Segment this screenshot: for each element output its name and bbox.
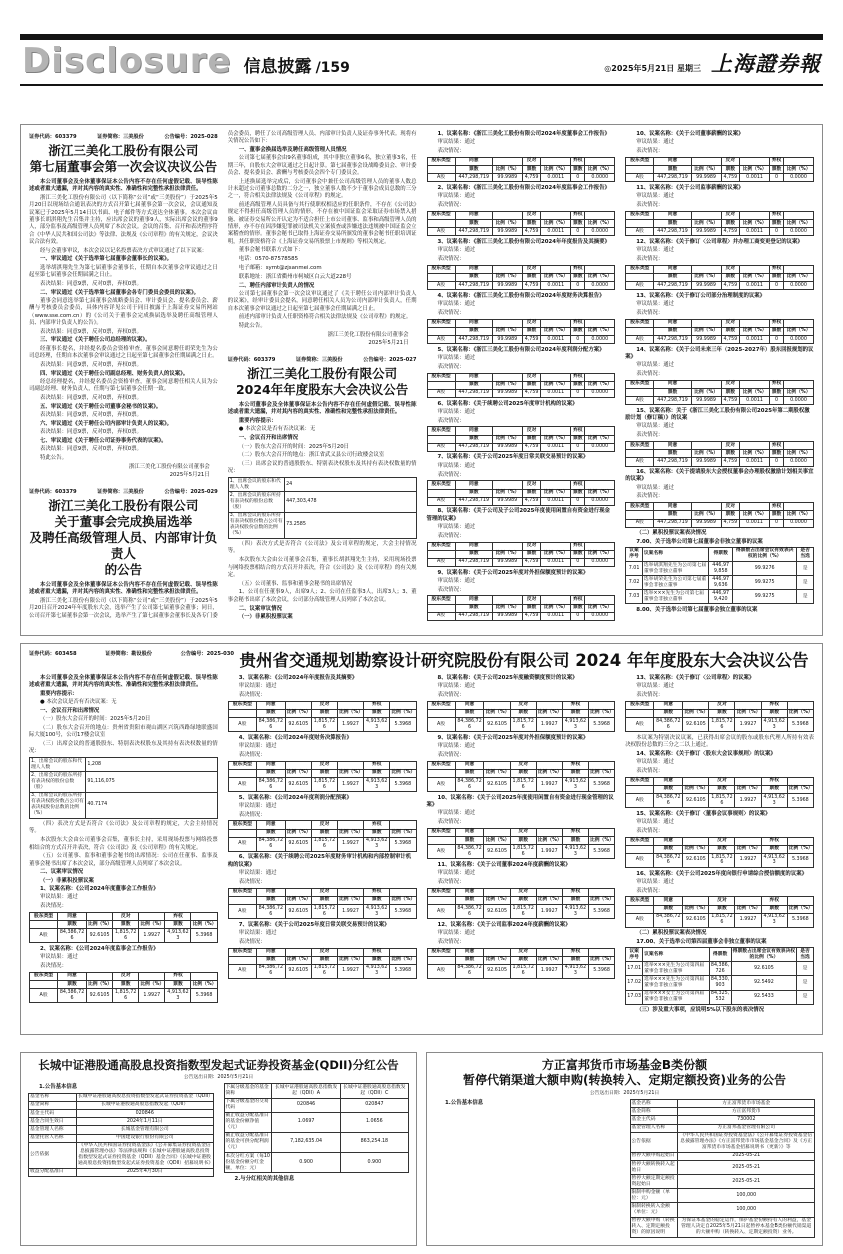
data-table: 议案序号 议案名称 得票数 得票数占出席会议有效表决权的比例（%） 是否当选 7.01 选举胡淇翔先生为公司第七届董事会非独立董事 446,979,858 99.9276 是 7.02 选举胡荣先生为公司第七届董事会非独立董事 446,979,636 99.9275 是 7.03 选举×××先生为公司第七届董事会非独立董事 446,979,420 99.9275 是 [625, 547, 814, 605]
resolution-item: 9、议案名称：《关于公司2025年度对外担保额度预计的议案》 审议结果：通过 表决情况： 股东类型 同意 反对 弃权 票数 比例（%） 票数 比例（%） 票数 比例（%） A股 84,386,726 92.6105 1,815,726 1.9927 4,913,623 5.3968 [427, 735, 616, 792]
paragraph: 董事会秘书联系方式如下： [238, 247, 304, 254]
paragraph: 公司第七届董事会由9名董事组成，其中非独立董事6名，独立董事3名，任期三年，自股东大会审议通过之日起计算。第七届董事会设战略委员会、审计委员会、提名委员会、薪酬与考核委员会四个专门委员会。 [227, 155, 417, 176]
paragraph: 表决结果：同意9票，反对0票，弃权0票。 [40, 395, 142, 402]
paragraph: 经董事长提名，并经提名委员会资格审查，董事会同意聘任胡荣先生为公司总经理，任期自本次董事会审议通过之日起至第七届董事会任期届满之日止。 [29, 345, 218, 360]
announcement-date: 公告送出日期：2025年5月21日 [183, 1075, 254, 1081]
greatwall-columns [28, 1083, 409, 1231]
sub-heading: 六、审议通过《关于聘任公司内部审计负责人的议案》。 [40, 420, 173, 427]
data-table: 股东类型 同意 反对 弃权 票数 比例（%） 票数 比例（%） 票数 比例（%） A股 84,386,726 92.6105 1,815,726 1.9927 4,913,623 5.3968 [29, 912, 218, 944]
paragraph: 经总经理提名，并经提名委员会资格审查，董事会同意聘任相关人员为公司副总经理、财务负责人，任期与第七届董事会任期一致。 [29, 378, 218, 393]
data-table: 股东类型 同意 反对 弃权 票数 比例（%） 票数 比例（%） 票数 比例（%） A股 84,386,726 92.6105 1,815,726 1.9927 4,913,623 5.3968 [427, 888, 616, 920]
resolution-item: 6、议案名称：《关于续聘公司2025年度财务审计机构和内部控制审计机构的议案》 审议结果：通过 表决情况： 股东类型 同意 反对 弃权 票数 比例（%） 票数 比例（%） 票数 比例（%） A股 84,386,726 92.6105 1,815,726 1.9927 4,913,623 5.3968 [228, 854, 417, 919]
paragraph: （五）公司董事、监事和董事会秘书的出席情况 [238, 580, 352, 587]
data-table: 股东类型 同意 反对 弃权 票数 比例（%） 票数 比例（%） 票数 比例（%） A股 447,298,719 99.9989 4,759 0.0011 0 0.0000 [427, 373, 616, 399]
paragraph: 联系地址：浙江省衢州市柯城区白云大道228号 [238, 273, 352, 280]
data-table: 基金名称 长城中证港股通高股息投资指数型发起式证券投资基金（QDII） 基金简称 长城中证港股通高股息指数发起（QDII） 基金主代码 020846 基金合同生效日 2024年1月11日 基金管理人名称 长城基金管理有限公司 基金托管人名称 中国建设银行股份有限公司 公告依据 《中华人民共和国证券投资基金法》《公开募集证券投资基金信息披露管理办法》等法律法规和《长城中证港股通高股息投资指数型发起式证券投资基金（QDII）基金合同》《长城中证港股通高股息投资指数型发起式证券投资基金（QDII）招募说明书》 收益分配基准日 2025年4月30日 [28, 1093, 214, 1177]
sub-heading: 一、会议召开和出席情况 [40, 707, 100, 714]
sub-heading: （一）非累积投票议案 [238, 613, 293, 620]
resolution-item: 14、议案名称：《关于公司未来三年（2025-2027年）股东回报规划的议案》 审议结果：通过 表决情况： 股东类型 同意 反对 弃权 票数 比例（%） 票数 比例（%） 票数 比例（%） A股 447,298,719 99.9989 4,759 0.0011 0 0.0000 [625, 347, 814, 406]
sub-heading: 8.00、关于选举公司第七届董事会独立董事的议案 [636, 606, 758, 613]
data-table: 股东类型 同意 反对 弃权 票数 比例（%） 票数 比例（%） 票数 比例（%） A股 447,298,719 99.9989 4,759 0.0011 0 0.0000 [625, 211, 814, 237]
data-table: 股东类型 同意 反对 弃权 票数 比例（%） 票数 比例（%） 票数 比例（%） A股 447,298,719 99.9989 4,759 0.0011 0 0.0000 [427, 542, 616, 568]
sub-heading: 二、议案审议情况 [40, 869, 84, 876]
data-table: 股东类型 同意 反对 弃权 票数 比例（%） 票数 比例（%） 票数 比例（%） A股 447,298,719 99.9989 4,759 0.0011 0 0.0000 [427, 595, 616, 621]
data-table: 议案序号 议案名称 得票数 得票数占出席会议有效表决权的比例（%） 是否当选 17.01 选举×××先生为公司第四届董事会非独立董事 84,386,726 92.6105 是 17.02 选举×××先生为公司第四届董事会非独立董事 84,330,903 92.5492 是 17.03 选举×××女士为公司第四届董事会非独立董事 84,325,532 92.5433 是 [625, 947, 814, 1005]
data-table: 股东类型 同意 反对 弃权 票数 比例（%） 票数 比例（%） 票数 比例（%） A股 447,298,719 99.9989 4,759 0.0011 0 0.0000 [427, 426, 616, 452]
signature: 浙江三美化工股份有限公司董事会 2025年5月21日 [327, 332, 409, 347]
sanmei-columns [29, 131, 814, 629]
signature: 浙江三美化工股份有限公司董事会 2025年5月21日 [128, 464, 210, 479]
resolution-item: 7、议案名称：《关于公司2025年度日常关联交易预计的议案》 审议结果：通过 表决情况： 股东类型 同意 反对 弃权 票数 比例（%） 票数 比例（%） 票数 比例（%） A股 447,298,719 99.9989 4,759 0.0011 0 0.0000 [427, 454, 616, 505]
sub-heading: 二、议案审议情况 [238, 605, 282, 612]
fund-header [434, 1058, 815, 1096]
paragraph: 1、公司在任董事9人，出席9人；2、公司在任监事3人，出席3人；3、董事会秘书出席了本次会议，公司部分高级管理人员列席了本次会议。 [227, 589, 417, 603]
paragraph: （一）股东大会召开的时间：2025年5月20日 [40, 716, 151, 723]
paragraph: 表决结果：同意9票，反对0票，弃权0票。 [40, 412, 142, 419]
paragraph: 本公司董事会及全体董事保证本公告内容不存在任何虚假记载、误导性陈述或者重大遗漏，并对其内容的真实性、准确性和完整性承担法律责任。 [29, 582, 218, 596]
sub-heading: 二、审议通过《关于选举第七届董事会各专门委员会委员的议案》。 [40, 289, 200, 296]
paragraph: ● 本次会议是否有否决议案：无 [238, 426, 316, 433]
paragraph: 表决结果：同意9票，反对0票，弃权0票。 [40, 328, 142, 335]
resolution-item: 1、议案名称：《浙江三美化工股份有限公司2024年度董事会工作报告》 审议结果：通过 表决情况： 股东类型 同意 反对 弃权 票数 比例（%） 票数 比例（%） 票数 比例（%） A股 447,298,719 99.9989 4,759 0.0011 0 0.0000 [427, 131, 616, 182]
resolution-item: 12、议案名称：《关于公司监事2024年度薪酬的议案》 审议结果：通过 表决情况： 股东类型 同意 反对 弃权 票数 比例（%） 票数 比例（%） 票数 比例（%） A股 84,386,726 92.6105 1,815,726 1.9927 4,913,623 5.3968 [427, 922, 616, 979]
sub-heading: 一、董事会换届选举及聘任高级管理人员情况 [238, 147, 347, 154]
resolution-item: 13、议案名称：《关于修订公司部分治理制度的议案》 审议结果：通过 表决情况： 股东类型 同意 反对 弃权 票数 比例（%） 票数 比例（%） 票数 比例（%） A股 447,298,719 99.9989 4,759 0.0011 0 0.0000 [625, 293, 814, 344]
data-table: 股东类型 同意 反对 弃权 票数 比例（%） 票数 比例（%） 票数 比例（%） A股 447,298,719 99.9989 4,759 0.0011 0 0.0000 [625, 380, 814, 406]
data-table: 股东类型 同意 反对 弃权 票数 比例（%） 票数 比例（%） 票数 比例（%） A股 84,386,726 92.6105 1,815,726 1.9927 4,913,623 5.3968 [228, 761, 417, 793]
paragraph: （四）表决方式是否符合《公司法》及公司章程的规定，大会主持情况等。 [29, 821, 218, 835]
data-table: 股东类型 同意 反对 弃权 票数 比例（%） 票数 比例（%） 票数 比例（%） A股 84,386,726 92.6105 1,815,726 1.9927 4,913,623 5.3968 [228, 820, 417, 852]
paragraph: ● 本次会议是否有否决议案：无 [40, 699, 117, 706]
guizhou-columns [29, 675, 814, 1023]
section-guizhou-announcement [20, 643, 823, 1035]
resolution-item: 14、议案名称：《关于修订〈股东大会议事规则〉的议案》 审议结果：通过 表决情况： 股东类型 同意 反对 弃权 票数 比例（%） 票数 比例（%） 票数 比例（%） A股 84,386,726 92.6105 1,815,726 1.9927 4,913,623 5.3968 [625, 751, 814, 808]
sub-heading: （二）累积投票议案表决情况 [636, 530, 707, 537]
data-table: 股东类型 同意 反对 弃权 票数 比例（%） 票数 比例（%） 票数 比例（%） A股 84,386,726 92.6105 1,815,726 1.9927 4,913,623 5.3968 [625, 777, 814, 809]
announcement-date: 公告送出日期：2025年5月21日 [589, 1091, 660, 1096]
data-table: 股东类型 同意 反对 弃权 票数 比例（%） 票数 比例（%） 票数 比例（%） A股 447,298,719 99.9989 4,759 0.0011 0 0.0000 [625, 441, 814, 467]
resolution-item: 13、议案名称：《关于修订〈公司章程〉的议案》 审议结果：通过 表决情况： 股东类型 同意 反对 弃权 票数 比例（%） 票数 比例（%） 票数 比例（%） A股 84,386,726 92.6105 1,815,726 1.9927 4,913,623 5.3968 [625, 675, 814, 732]
stock-codes: 证券代码：603379 证券简称：三美股份 公告编号：2025-027 [227, 357, 417, 364]
section-title: 信息披露 /159 [243, 57, 350, 77]
paragraph: 本次股东大会由公司董事会召集，董事长主持，采用现场投票与网络投票相结合的方式召开并表决，符合《公司法》及《公司章程》的有关规定。 [29, 837, 218, 851]
resolution-item: 16、议案名称：《关于公司2025年度向银行申请综合授信额度的议案》 审议结果：通过 表决情况： 股东类型 同意 反对 弃权 票数 比例（%） 票数 比例（%） 票数 比例（%） A股 84,386,726 92.6105 1,815,726 1.9927 4,913,623 5.3968 [625, 871, 814, 928]
data-table: 股东类型 同意 反对 弃权 票数 比例（%） 票数 比例（%） 票数 比例（%） A股 84,386,726 92.6105 1,815,726 1.9927 4,913,623 5.3968 [625, 837, 814, 869]
masthead-date: ◎2025年5月21日 星期三 [604, 64, 701, 73]
sub-heading: 五、审议通过《关于聘任公司董事会秘书的议案》。 [40, 403, 162, 410]
stock-codes [29, 650, 234, 657]
resolution-item: 8、议案名称：《关于公司及子公司2025年度使用闲置自有资金进行现金管理的议案》 审议结果：通过 表决情况： 股东类型 同意 反对 弃权 票数 比例（%） 票数 比例（%） 票数 比例（%） A股 447,298,719 99.9989 4,759 0.0011 0 0.0000 [427, 508, 616, 567]
resolution-item: 8、议案名称：《关于公司2025年度融资额度预计的议案》 审议结果：通过 表决情况： 股东类型 同意 反对 弃权 票数 比例（%） 票数 比例（%） 票数 比例（%） A股 84,386,726 92.6105 1,815,726 1.9927 4,913,623 5.3968 [427, 675, 616, 732]
data-table: 股东类型 同意 反对 弃权 票数 比例（%） 票数 比例（%） 票数 比例（%） A股 84,386,726 92.6105 1,815,726 1.9927 4,913,623 5.3968 [228, 888, 417, 920]
data-table: 股东类型 同意 反对 弃权 票数 比例（%） 票数 比例（%） 票数 比例（%） A股 84,386,726 92.6105 1,815,726 1.9927 4,913,623 5.3968 [228, 701, 417, 733]
paragraph: （二）股东大会召开的地点：贵州省贵阳市观山湖区兴筑西路绿地联盛国际大厦100号，公司17楼会议室 [29, 725, 218, 739]
article-title: 浙江三美化工股份有限公司 关于董事会完成换届选举 及聘任高级管理人员、内部审计负责人 的公告 [29, 498, 218, 578]
paragraph: 本公司董事会及全体董事保证本公告内容不存在任何虚假记载、误导性陈述或者重大遗漏，并对其内容的真实性、准确性和完整性承担法律责任。 [29, 179, 218, 193]
resolution-item: 2、议案名称：《浙江三美化工股份有限公司2024年度监事会工作报告》 审议结果：通过 表决情况： 股东类型 同意 反对 弃权 票数 比例（%） 票数 比例（%） 票数 比例（%） A股 447,298,719 99.9989 4,759 0.0011 0 0.0000 [427, 185, 616, 236]
paragraph: 本公司董事会及全体董事保证本公告内容不存在任何虚假记载、误导性陈述或者重大遗漏，并对其内容的真实性、准确性和完整性承担法律责任。 [227, 402, 417, 416]
data-table: 基金名称 方正富邦货币市场基金 基金简称 方正富邦货币 基金主代码 730002 基金管理人名称 方正富邦基金管理有限公司 公告依据 《中华人民共和国证券投资基金法》《公开募集证券投资基金信息披露管理办法》《方正富邦货币市场基金基金合同》及《方正富邦货币市场基金招募说明书（更新）》等 暂停大额申购起始日 2025-05-21 暂停大额转换转入起始日 2025-05-21 暂停大额定期定额投资起始日 2025-05-21 限制申购金额（单位：元） 100,000 限制转换转入金额（单位：元） 100,000 暂停大额申购（转换转入、定期定额投资）的原因说明 为保证本基金的稳定运作，保护基金份额持有人的利益，基金管理人决定自2025年5月21日起暂停本基金B类份额代销渠道的大额申购（转换转入、定期定额投资）业务。 [630, 1099, 816, 1238]
paragraph: （一）股东大会召开的时间：2025年5月20日 [238, 443, 350, 450]
resolution-item: 3、议案名称：《浙江三美化工股份有限公司2024年年度报告及其摘要》 审议结果：通过 表决情况： 股东类型 同意 反对 弃权 票数 比例（%） 票数 比例（%） 票数 比例（%） A股 447,298,719 99.9989 4,759 0.0011 0 0.0000 [427, 239, 616, 290]
announcement-number: 公告编号：2025-030 [180, 651, 234, 657]
paragraph: 电话：0570-87578585 [238, 256, 299, 263]
resolution-item: 4、议案名称：《公司2024年度财务决算报告》 审议结果：通过 表决情况： 股东类型 同意 反对 弃权 票数 比例（%） 票数 比例（%） 票数 比例（%） A股 84,386,726 92.6105 1,815,726 1.9927 4,913,623 5.3968 [228, 735, 417, 792]
paragraph: 浙江三美化工股份有限公司（以下简称“公司”或“三美股份”）于2025年5月20日以现场结合通讯表决的方式召开第七届董事会第一次会议，会议通知及议案已于2025年5月14日以书面、电子邮件等方式送达全体董事。本次会议由董事长胡淇翔先生召集并主持，应出席会议的董事9人，实际出席会议的董事9人，部分监事及高级管理人员列席了本次会议。会议的召集、召开和表决程序符合《中华人民共和国公司法》等法律、法规及《公司章程》的有关规定，会议决议合法有效。 [29, 195, 218, 245]
resolution-item: 9、议案名称：《关于公司2025年度对外担保额度预计的议案》 审议结果：通过 表决情况： 股东类型 同意 反对 弃权 票数 比例（%） 票数 比例（%） 票数 比例（%） A股 447,298,719 99.9989 4,759 0.0011 0 0.0000 [427, 570, 616, 621]
data-table: 股东类型 同意 反对 弃权 票数 比例（%） 票数 比例（%） 票数 比例（%） A股 84,386,726 92.6105 1,815,726 1.9927 4,913,623 5.3968 [427, 828, 616, 860]
paper-name: 上海證券報 [711, 51, 821, 76]
data-table: 股东类型 同意 反对 弃权 票数 比例（%） 票数 比例（%） 票数 比例（%） A股 84,386,726 92.6105 1,815,726 1.9927 4,913,623 5.3968 [228, 948, 417, 980]
paragraph: 前述高级管理人员具备与其行使职权相适应的任职条件，不存在《公司法》规定不得担任高级管理人员的情形，不存在被中国证监会采取证券市场禁入措施、被证券交易所公开认定为不适合担任上市公司董事、监事和高级管理人员的情形，亦不存在因涉嫌犯罪被司法机关立案侦查或涉嫌违法违规被中国证监会立案稽查的情形。董事会秘书已取得上海证券交易所颁发的董事会秘书任职培训证明，其任职资格符合《上海证券交易所股票上市规则》等相关规定。 [227, 202, 417, 245]
sub-heading: 一、审议通过《关于选举第七届董事会董事长的议案》。 [40, 256, 173, 263]
data-table: 股东类型 同意 反对 弃权 票数 比例（%） 票数 比例（%） 票数 比例（%） A股 447,298,719 99.9989 4,759 0.0011 0 0.0000 [625, 157, 814, 183]
paragraph: 表决结果：同意9票，反对0票，弃权0票。 [40, 429, 142, 436]
sub-heading: （三）涉及重大事项，应说明5%以下股东的表决情况 [636, 1007, 764, 1014]
paragraph: （五）公司董事、监事和董事会秘书的出席情况：公司在任董事、监事及董事会秘书出席了本次会议，部分高级管理人员列席了本次会议。 [29, 853, 218, 867]
resolution-item: 11、议案名称：《关于公司董事2024年度薪酬的议案》 审议结果：通过 表决情况： 股东类型 同意 反对 弃权 票数 比例（%） 票数 比例（%） 票数 比例（%） A股 84,386,726 92.6105 1,815,726 1.9927 4,913,623 5.3968 [427, 862, 616, 919]
paragraph: 经与会董事审议，本次会议以记名投票表决方式审议通过了以下议案： [40, 247, 208, 254]
resolution-item: 5、议案名称：《浙江三美化工股份有限公司2024年度利润分配方案》 审议结果：通过 表决情况： 股东类型 同意 反对 弃权 票数 比例（%） 票数 比例（%） 票数 比例（%） A股 447,298,719 99.9989 4,759 0.0011 0 0.0000 [427, 347, 616, 398]
resolution-item: 15、议案名称：关于《浙江三美化工股份有限公司2025年第二期股权激励计划（修订稿）》的议案 审议结果：通过 表决情况： 股东类型 同意 反对 弃权 票数 比例（%） 票数 比例（%） 票数 比例（%） A股 447,298,719 99.9989 4,759 0.0011 0 0.0000 [625, 408, 814, 467]
sub-heading: （一）非累积投票议案 [40, 877, 94, 884]
paragraph: （二）股东大会召开的地点：浙江省武义县公司行政楼会议室 [238, 452, 385, 459]
resolution-item: 3、议案名称：《公司2024年年度报告及其摘要》 审议结果：通过 表决情况： 股东类型 同意 反对 弃权 票数 比例（%） 票数 比例（%） 票数 比例（%） A股 84,386,726 92.6105 1,815,726 1.9927 4,913,623 5.3968 [228, 675, 417, 732]
paragraph: 选举胡淇翔先生为第七届董事会董事长，任期自本次董事会审议通过之日起至第七届董事会任期届满之日止。 [29, 264, 218, 279]
data-table: 1、出席会议的股东和代理人人数 24 2、出席会议的股东所持有表决权的股份总数（股） 447,303,478 3、出席会议的股东所持有表决权股份数占公司有表决权股份总数的比例（%） 73.2585 [228, 477, 417, 538]
sub-heading: 重要内容提示： [238, 418, 277, 425]
sub-heading: 1.公告基本信息 [39, 1084, 78, 1091]
data-table: 股东类型 同意 反对 弃权 票数 比例（%） 票数 比例（%） 票数 比例（%） A股 84,386,726 92.6105 1,815,726 1.9927 4,913,623 5.3968 [427, 948, 616, 980]
data-table: 股东类型 同意 反对 弃权 票数 比例（%） 票数 比例（%） 票数 比例（%） A股 447,298,719 99.9989 4,759 0.0011 0 0.0000 [625, 502, 814, 528]
resolution-item: 15、议案名称：《关于修订〈董事会议事规则〉的议案》 审议结果：通过 表决情况： 股东类型 同意 反对 弃权 票数 比例（%） 票数 比例（%） 票数 比例（%） A股 84,386,726 92.6105 1,815,726 1.9927 4,913,623 5.3968 [625, 811, 814, 868]
data-table: 股东类型 同意 反对 弃权 票数 比例（%） 票数 比例（%） 票数 比例（%） A股 84,386,726 92.6105 1,815,726 1.9927 4,913,623 5.3968 [427, 701, 616, 733]
paragraph: （三）出席会议的普通股股东、特别表决权股东及其持有表决权数量的情况： [29, 741, 218, 755]
resolution-item: 12、议案名称：《关于修订〈公司章程〉并办理工商变更登记的议案》 审议结果：通过 表决情况： 股东类型 同意 反对 弃权 票数 比例（%） 票数 比例（%） 票数 比例（%） A股 447,298,719 99.9989 4,759 0.0011 0 0.0000 [625, 239, 814, 290]
paragraph: 浙江三美化工股份有限公司（以下简称“公司”或“三美股份”）于2025年5月20日召开2024年年度股东大会，选举产生了公司第七届董事会董事；同日，公司召开第七届董事会第一次会议，选举产生了第七届董事会董事长及各专门委员会委员，聘任了公司高级管理人员、内部审计负责人及证券事务代表。现将有关情况公告如下： [29, 131, 417, 619]
resolution-item: 5、议案名称：《公司2024年度利润分配预案》 审议结果：通过 表决情况： 股东类型 同意 反对 弃权 票数 比例（%） 票数 比例（%） 票数 比例（%） A股 84,386,726 92.6105 1,815,726 1.9927 4,913,623 5.3968 [228, 795, 417, 852]
resolution-item: 16、议案名称：《关于提请股东大会授权董事会办理股权激励计划相关事宜的议案》 审议结果：通过 表决情况： 股东类型 同意 反对 弃权 票数 比例（%） 票数 比例（%） 票数 比例（%） A股 447,298,719 99.9989 4,759 0.0011 0 0.0000 [625, 469, 814, 528]
data-table: 股东类型 同意 反对 弃权 票数 比例（%） 票数 比例（%） 票数 比例（%） A股 447,298,719 99.9989 4,759 0.0011 0 0.0000 [427, 157, 616, 183]
paragraph: 表决结果：同意9票，反对0票，弃权0票。 [40, 280, 142, 287]
paragraph: 本公司董事会及全体董事保证本公告内容不存在任何虚假记载、误导性陈述或者重大遗漏，并对其内容的真实性、准确性和完整性承担法律责任。 [29, 674, 218, 689]
paragraph: 本次股东大会由公司董事会召集，董事长胡淇翔先生主持，采用现场投票与网络投票相结合的方式召开并表决，符合《公司法》及《公司章程》的有关规定。 [227, 557, 417, 578]
sub-heading: 7.00、关于选举公司第七届董事会非独立董事的议案 [636, 538, 763, 545]
article-founder-fund [426, 1052, 823, 1246]
data-table: 下属分级基金的基金简称 长城中证港股通高股息指数发起（QDII）A 长城中证港股通高股息指数发起（QDII）C 下属分级基金的交易代码 020846 020847 截止收益分配基准日的基金份额净值（元） 1.0697 1.0656 截止收益分配基准日的基金可供分配利润（元） 7,182,635.04 863,254.18 本次分红方案（每10份基金份额分红金额，单位：元） 0.900 0.900 [224, 1083, 410, 1173]
resolution-item: 10、议案名称：《关于公司董事薪酬的议案》 审议结果：通过 表决情况： 股东类型 同意 反对 弃权 票数 比例（%） 票数 比例（%） 票数 比例（%） A股 447,298,719 99.9989 4,759 0.0011 0 0.0000 [625, 131, 814, 182]
resolution-item: 1、议案名称：《公司2024年度董事会工作报告》 审议结果：通过 表决情况： 股东类型 同意 反对 弃权 票数 比例（%） 票数 比例（%） 票数 比例（%） A股 84,386,726 92.6105 1,815,726 1.9927 4,913,623 5.3968 [29, 886, 218, 943]
stock-name: 证券简称：勘设股份 [105, 651, 152, 657]
resolution-item: 6、议案名称：《关于续聘公司2025年度审计机构的议案》 审议结果：通过 表决情况： 股东类型 同意 反对 弃权 票数 比例（%） 票数 比例（%） 票数 比例（%） A股 447,298,719 99.9989 4,759 0.0011 0 0.0000 [427, 401, 616, 452]
resolution-item: 2、议案名称：《公司2024年度监事会工作报告》 审议结果：通过 表决情况： 股东类型 同意 反对 弃权 票数 比例（%） 票数 比例（%） 票数 比例（%） A股 84,386,726 92.6105 1,815,726 1.9927 4,913,623 5.3968 [29, 946, 218, 1003]
sub-heading: 七、审议通过《关于聘任公司证券事务代表的议案》。 [40, 438, 167, 444]
sub-heading: 2.与分红相关的其他信息 [234, 1175, 295, 1182]
data-table: 股东类型 同意 反对 弃权 票数 比例（%） 票数 比例（%） 票数 比例（%） A股 447,298,719 99.9989 4,759 0.0011 0 0.0000 [427, 211, 616, 237]
article-title: 贵州省交通规划勘察设计研究院股份有限公司 2024 年年度股东大会决议公告 [239, 651, 809, 670]
stock-code: 证券代码：603458 [29, 651, 77, 657]
data-table: 1、出席会议的股东和代理人人数 1,208 2、出席会议的股东所持有表决权的股份总数（股） 91,116,075 3、出席会议的股东所持有表决权股份数占公司有表决权股份总数的比例（%） 40.7174 [29, 757, 218, 818]
sub-heading: 1.公告基本信息 [445, 1100, 484, 1106]
resolution-item: 7、议案名称：《关于公司2025年度日常关联交易预计的议案》 审议结果：通过 表决情况： 股东类型 同意 反对 弃权 票数 比例（%） 票数 比例（%） 票数 比例（%） A股 84,386,726 92.6105 1,815,726 1.9927 4,913,623 5.3968 [228, 922, 417, 979]
founder-columns [434, 1099, 815, 1246]
resolution-item: 4、议案名称：《浙江三美化工股份有限公司2024年度财务决算报告》 审议结果：通过 表决情况： 股东类型 同意 反对 弃权 票数 比例（%） 票数 比例（%） 票数 比例（%） A股 447,298,719 99.9989 4,759 0.0011 0 0.0000 [427, 293, 616, 344]
paragraph: 董事会同意选举第七届董事会战略委员会、审计委员会、提名委员会、薪酬与考核委员会委员，具体内容详见公司于同日披露于上海证券交易所网站（www.sse.com.cn）的《公司关于董事会完成换届选举及聘任高级管理人员、内部审计负责人的公告》。 [29, 297, 218, 326]
paragraph: （四）表决方式是否符合《公司法》及公司章程的规定，大会主持情况等。 [227, 541, 417, 555]
sub-heading: 四、审议通过《关于聘任公司副总经理、财务负责人的议案》。 [40, 370, 189, 377]
paragraph: 上述换届选举完成后，公司董事会中兼任公司高级管理人员的董事人数总计未超过公司董事总数的二分之一，独立董事人数不少于董事会成员总数的三分之一，符合相关法律法规及《公司章程》的规定。 [227, 178, 417, 200]
paragraph: 表决结果：同意9票，反对0票，弃权0票。 [40, 361, 142, 368]
article-title: 浙江三美化工股份有限公司 2024年年度股东大会决议公告 [235, 366, 409, 398]
data-table: 股东类型 同意 反对 弃权 票数 比例（%） 票数 比例（%） 票数 比例（%） A股 447,298,719 99.9989 4,759 0.0011 0 0.0000 [625, 319, 814, 345]
bottom-row [20, 1052, 823, 1246]
data-table: 股东类型 同意 反对 弃权 票数 比例（%） 票数 比例（%） 票数 比例（%） A股 447,298,719 99.9989 4,759 0.0011 0 0.0000 [427, 265, 616, 291]
masthead [20, 0, 823, 86]
sub-heading: 一、会议召开和出席情况 [238, 435, 299, 442]
paragraph: 公司第七届董事会第一次会议审议通过了《关于聘任公司内部审计负责人的议案》，经审计委员会提名，同意聘任相关人员为公司内部审计负责人，任期自本次董事会审议通过之日起至第七届董事会任期届满之日止。 [227, 290, 417, 312]
sub-heading: 二、聘任内部审计负责人的情况 [238, 282, 315, 289]
data-table: 股东类型 同意 反对 弃权 票数 比例（%） 票数 比例（%） 票数 比例（%） A股 84,386,726 92.6105 1,815,726 1.9927 4,913,623 5.3968 [29, 972, 218, 1004]
section-sanmei-announcements [20, 124, 823, 636]
data-table: 股东类型 同意 反对 弃权 票数 比例（%） 票数 比例（%） 票数 比例（%） A股 84,386,726 92.6105 1,815,726 1.9927 4,913,623 5.3968 [427, 761, 616, 793]
paragraph: 表决结果：同意9票，反对0票，弃权0票。 [40, 446, 142, 453]
resolution-item: 10、议案名称：《关于公司2025年度使用闲置自有资金进行现金管理的议案》 审议结果：通过 表决情况： 股东类型 同意 反对 弃权 票数 比例（%） 票数 比例（%） 票数 比例（%） A股 84,386,726 92.6105 1,815,726 1.9927 4,913,623 5.3968 [427, 795, 616, 860]
paragraph: 特此公告。 [40, 455, 67, 462]
data-table: 股东类型 同意 反对 弃权 票数 比例（%） 票数 比例（%） 票数 比例（%） A股 84,386,726 92.6105 1,815,726 1.9927 4,913,623 5.3968 [625, 896, 814, 928]
fund-header [28, 1058, 409, 1080]
guizhou-header [29, 648, 814, 671]
article-title: 浙江三美化工股份有限公司 第七届董事会第一次会议决议公告 [29, 143, 218, 174]
paragraph: 本议案为特别决议议案，已获得出席会议的股东或股东代理人所持有效表决权股份总数的三分之二以上通过。 [625, 734, 814, 748]
resolution-item: 11、议案名称：《关于公司监事薪酬的议案》 审议结果：通过 表决情况： 股东类型 同意 反对 弃权 票数 比例（%） 票数 比例（%） 票数 比例（%） A股 447,298,719 99.9989 4,759 0.0011 0 0.0000 [625, 185, 814, 236]
sub-heading: 17.00、关于选举公司第四届董事会非独立董事的议案 [636, 938, 767, 945]
sub-heading: （二）累积投票议案表决情况 [636, 930, 707, 937]
paragraph: （三）出席会议的普通股股东、特别表决权股东及其持有表决权数量的情况： [227, 461, 417, 475]
masthead-bottom-rule [20, 84, 823, 86]
data-table: 股东类型 同意 反对 弃权 票数 比例（%） 票数 比例（%） 票数 比例（%） A股 84,386,726 92.6105 1,815,726 1.9927 4,913,623 5.3968 [625, 701, 814, 733]
paragraph: 特此公告。 [238, 323, 266, 330]
stock-codes: 证券代码：603379 证券简称：三美股份 公告编号：2025-028 [29, 134, 218, 140]
sub-heading: 重要内容提示： [40, 690, 78, 697]
data-table: 股东类型 同意 反对 弃权 票数 比例（%） 票数 比例（%） 票数 比例（%） A股 447,298,719 99.9989 4,759 0.0011 0 0.0000 [427, 319, 616, 345]
article-title: 长城中证港股通高股息投资指数型发起式证券投资基金(QDII)分红公告 [38, 1058, 399, 1072]
paragraph: 电子邮箱：symt@zjsanmei.com [238, 265, 322, 272]
disclosure-logo: Disclosure [22, 41, 232, 81]
data-table: 股东类型 同意 反对 弃权 票数 比例（%） 票数 比例（%） 票数 比例（%） A股 447,298,719 99.9989 4,759 0.0011 0 0.0000 [427, 480, 616, 506]
stock-codes: 证券代码：603379 证券简称：三美股份 公告编号：2025-029 [29, 489, 218, 496]
sub-heading: 三、审议通过《关于聘任公司总经理的议案》。 [40, 337, 151, 344]
article-title: 方正富邦货币市场基金B类份额 暂停代销渠道大额申购(转换转入、定期定额投资)业务的公告 [463, 1058, 786, 1087]
article-greatwall-fund [20, 1052, 417, 1246]
data-table: 股东类型 同意 反对 弃权 票数 比例（%） 票数 比例（%） 票数 比例（%） A股 447,298,719 99.9989 4,759 0.0011 0 0.0000 [625, 265, 814, 291]
paragraph: 前述内部审计负责人任职资格符合相关法律法规及《公司章程》的规定。 [238, 314, 412, 321]
